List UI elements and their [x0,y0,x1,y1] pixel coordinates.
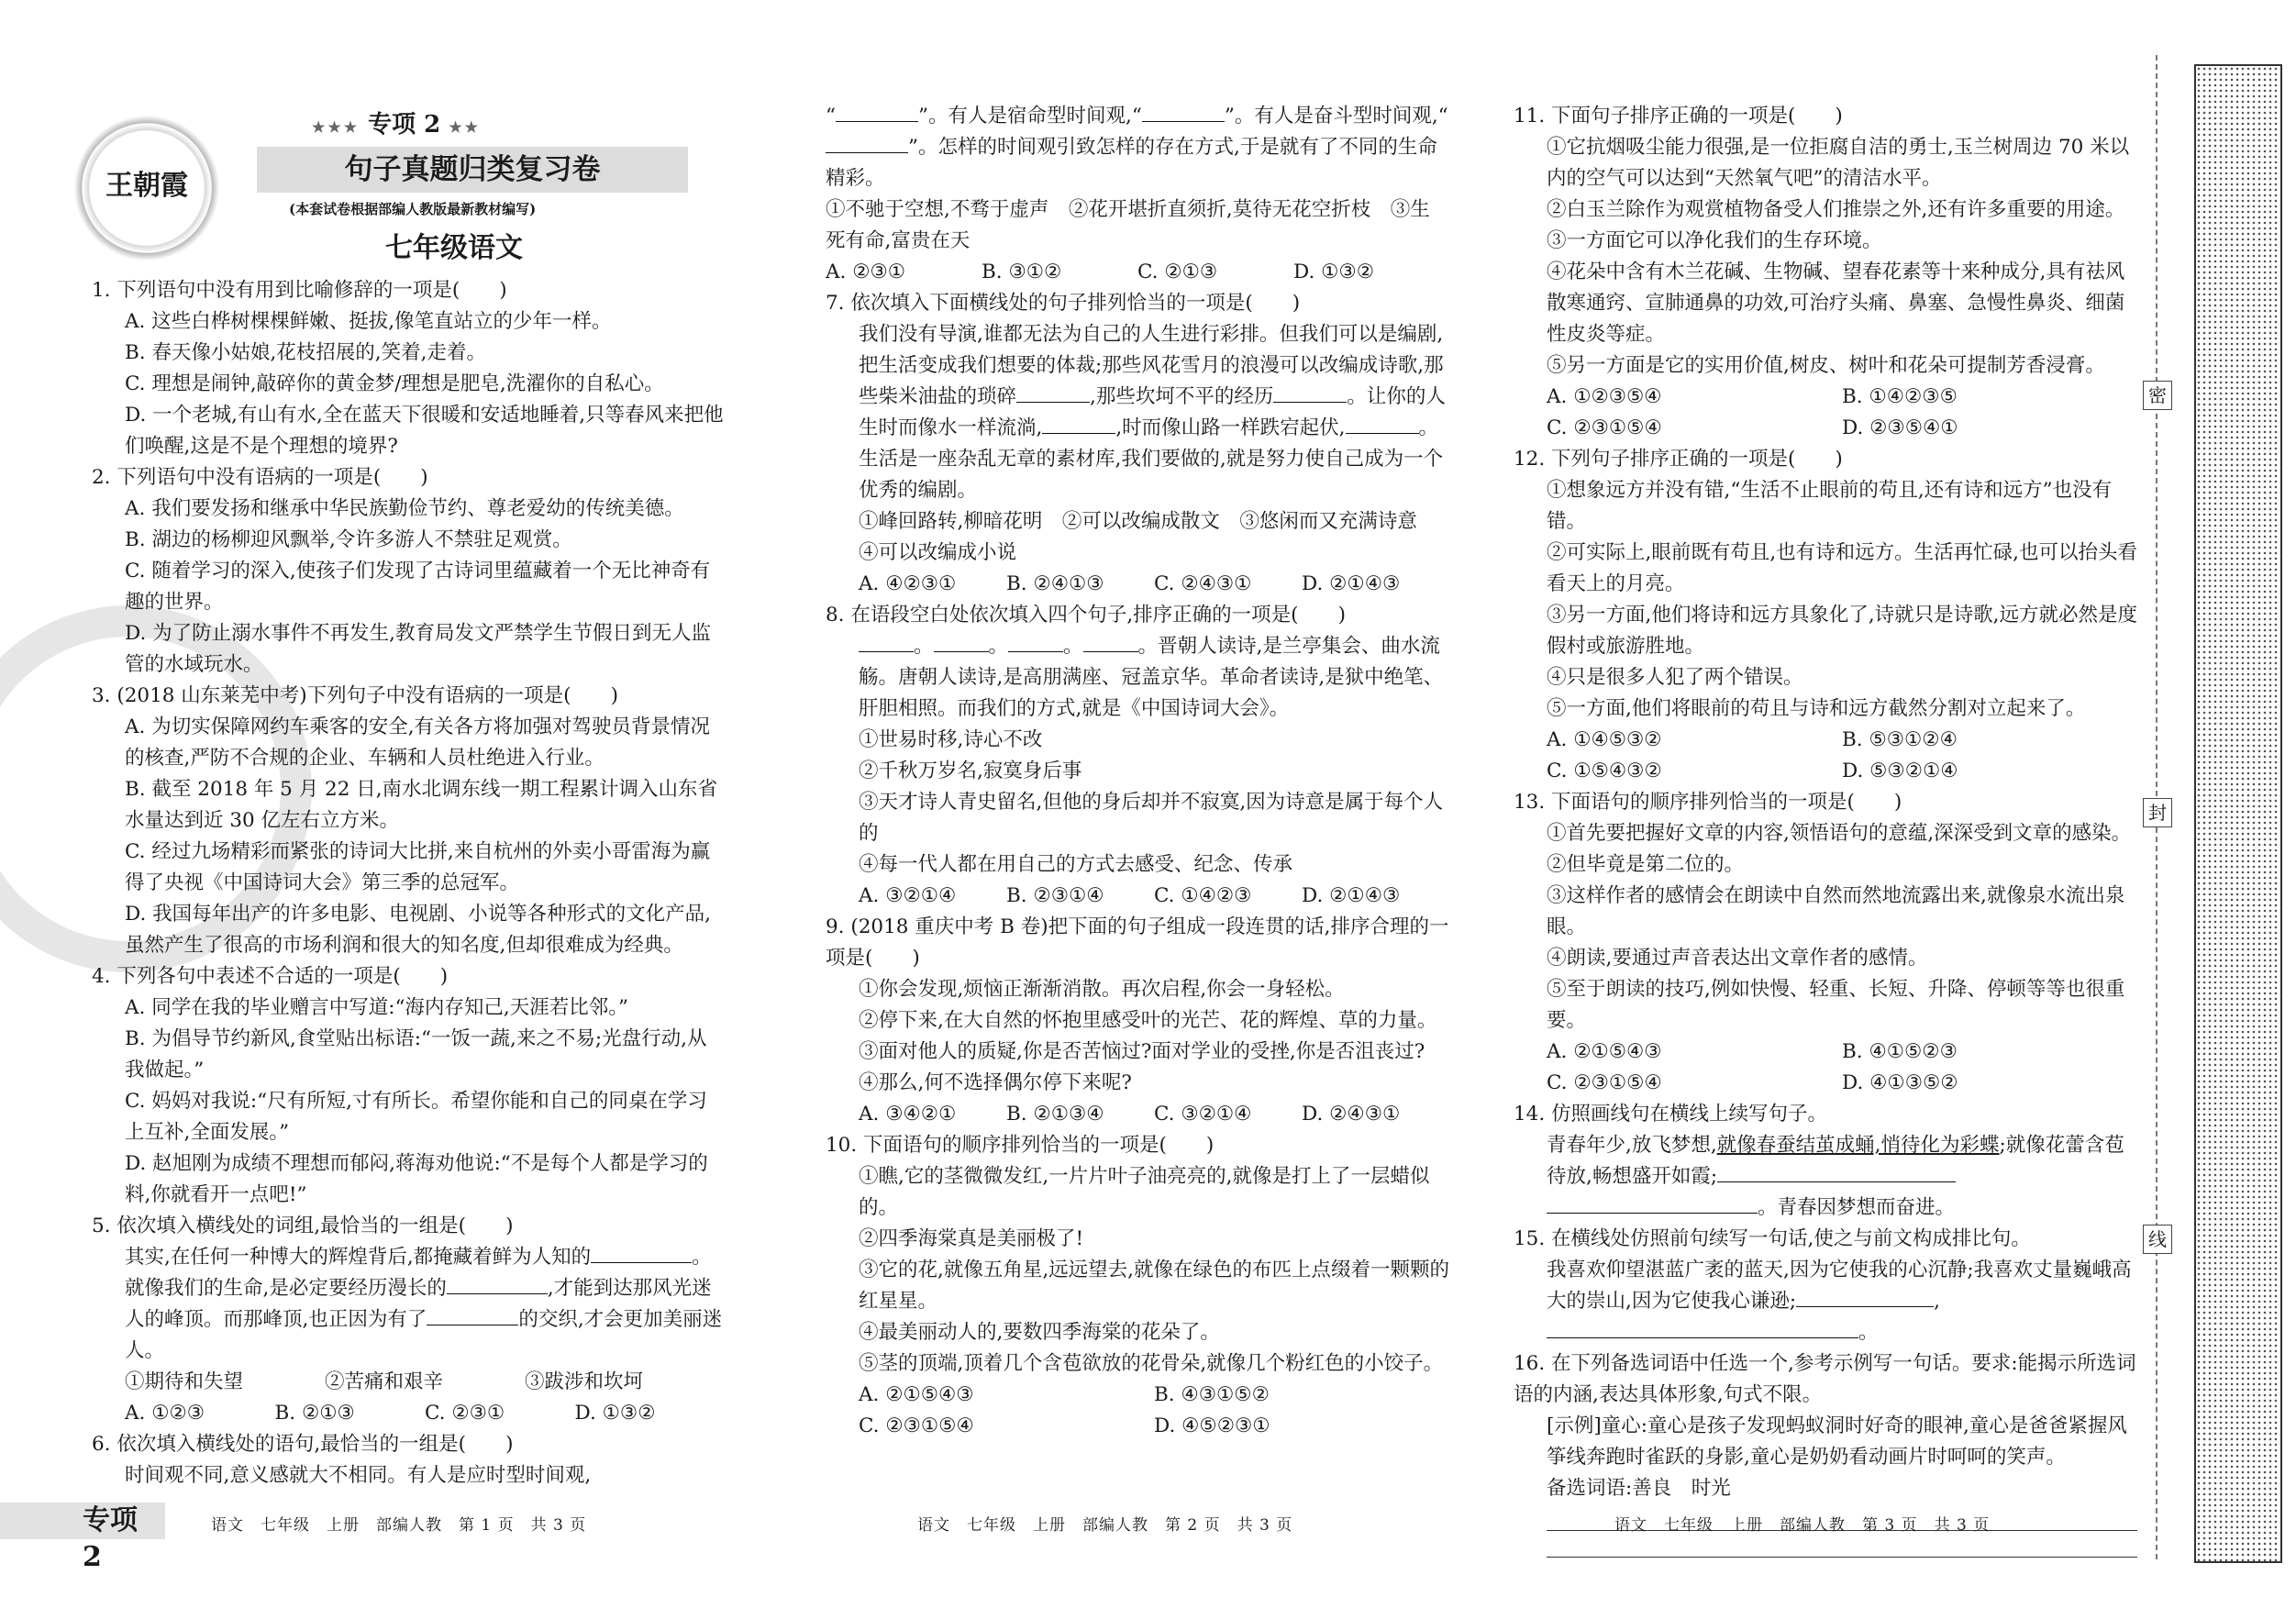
item: ②可实际上,眼前既有苟且,也有诗和远方。生活再忙碌,也可以抬头看看天上的月亮。 [1547,541,2138,595]
question-12 [1514,444,2137,787]
fill-blank[interactable] [1273,383,1347,403]
passage-text: ,那些坎坷不平的经历 [1090,385,1274,408]
passage-text: 。就像我们的生命,是必定要经历漫长的 [125,1246,712,1300]
passage-text: ”。怎样的时间观引致怎样的存在方式,于是就有了不同的生命精彩。 [826,136,1437,190]
item: ③面对他人的质疑,你是否苦恼过?面对学业的受挫,你是否沮丧过? [859,1040,1425,1063]
passage-text: ”。有人是奋斗型时间观,“ [1224,105,1448,128]
option-a: A. ③④②① [859,1103,957,1126]
question-9 [826,912,1449,1130]
option-b: B. ①④②③⑤ [1842,385,1958,408]
item: ③一方面它可以净化我们的生存环境。 [1547,229,1882,252]
fill-blank[interactable] [1083,633,1138,652]
question-passage [826,319,1449,506]
item: ④每一代人都在用自己的方式去感受、纪念、传承 [859,853,1293,876]
option-d: D. ⑤③②①④ [1842,760,1958,782]
option-a: A. 我们要发扬和继承中华民族勤俭节约、尊老爱幼的传统美德。 [125,497,684,520]
item: ②千秋万岁名,寂寞身后事 [859,760,1082,782]
fill-blank[interactable] [1142,103,1225,122]
options-row [1514,413,2137,444]
question-11 [1514,101,2137,444]
passage-text: , [1934,1290,1940,1313]
options-row [1514,382,2137,413]
binding-mark: 封 [2143,798,2172,827]
item: ①期待和失望 [125,1370,244,1393]
passage-text: 。让你的人生时而像水一样流淌, [859,385,1446,439]
word-choices: 备选词语:善良 时光 [1547,1477,1731,1500]
option-b: B. ②④①③ [1006,572,1104,595]
passage-text: 。生活是一座杂乱无章的素材库,我们要做的,就是努力使自己成为一个优秀的编剧。 [859,416,1444,502]
item: ②白玉兰除作为观赏植物备受人们推崇之外,还有许多重要的用途。 [1547,198,2125,221]
passage-text: 。青春因梦想而奋进。 [1758,1196,1956,1219]
option-b: B. ②①③ [274,1402,355,1425]
option-d: D. ④⑤②③① [1154,1414,1270,1437]
question-stem: 8. 在语段空白处依次填入四个句子,排序正确的一项是( ) [826,604,1346,627]
option-c: C. ②①③ [1137,261,1218,283]
option-b: B. ④①⑤②③ [1842,1040,1958,1063]
item: ①世易时移,诗心不改 [859,728,1043,751]
item: ④最美丽动人的,要数四季海棠的花朵了。 [859,1321,1220,1344]
passage-text: 我们没有导演,谁都无法为自己的人生进行彩排。但我们可以是编剧,把生活变成我们想要的体裁;那些风花雪月的浪漫可以改编成诗歌,那些柴米油盐的琐碎 [859,323,1444,408]
fill-blank[interactable] [859,633,914,652]
option-a: A. 同学在我的毕业赠言中写道:“海内存知己,天涯若比邻。” [125,996,629,1019]
passage-text: “ [826,105,836,128]
option-c: C. 妈妈对我说:“尺有所短,寸有所长。希望你能和自己的同桌在学习上互补,全面发展。” [125,1090,707,1144]
option-a: A. ①④⑤③② [1547,728,1662,751]
option-b: B. 为倡导节约新风,食堂贴出标语:“一饭一蔬,来之不易;光盘行动,从我做起。” [125,1027,707,1081]
options-row [1514,756,2137,787]
fill-blank[interactable] [1042,415,1115,434]
option-b: B. 截至 2018 年 5 月 22 日,南水北调东线一期工程累计调入山东省水量达到近 30 亿左右立方米。 [125,778,718,832]
item: ⑤另一方面是它的实用价值,树皮、树叶和花朵可提制芳香浸膏。 [1547,354,2105,377]
question-stem: 4. 下列各句中表述不合适的一项是( ) [92,965,449,988]
item: ④朗读,要通过声音表达出文章作者的感情。 [1547,947,1928,970]
footer-page-2: 语文 七年级 上册 部编人教 第 2 页 共 3 页 [917,1516,1293,1535]
options-row [826,881,1449,912]
question-stem: 2. 下列语句中没有语病的一项是( ) [92,466,428,489]
question-stem: 5. 依次填入横线处的词组,最恰当的一组是( ) [92,1214,514,1237]
question-stem: 12. 下列句子排序正确的一项是( ) [1514,448,1843,471]
fill-blank[interactable] [1008,633,1063,652]
edition-note: (本套试卷根据部编人教版最新教材编写) [289,201,537,217]
options-row [826,257,1449,288]
options-row [1514,1068,2137,1099]
answer-blank[interactable] [1717,1163,1956,1182]
exam-header [73,96,715,271]
grade-subject: 七年级语文 [385,232,523,264]
question-13 [1514,787,2137,1099]
item: ④那么,何不选择偶尔停下来呢? [859,1071,1132,1094]
option-b: B. ②③①④ [1006,884,1104,907]
item: ⑤一方面,他们将眼前的苟且与诗和远方截然分割对立起来了。 [1547,697,2086,720]
underlined-sentence: 就像春蚕结茧成蛹,悄待化为彩蝶 [1716,1134,2000,1157]
passage-text: 晋朝人读诗,是兰亭集会、曲水流觞。唐朝人读诗,是高朋满座、冠盖京华。革命者读诗,是狱中绝笔、肝胆相照。而我们的方式,就是《中国诗词大会》。 [859,635,1444,720]
question-8 [826,600,1449,912]
item: ②四季海棠真是美丽极了! [859,1227,1084,1250]
item: ③跋涉和坎坷 [525,1370,644,1393]
options-row [1514,1037,2137,1068]
options-row [1514,725,2137,756]
question-2 [92,462,725,681]
item: ①它抗烟吸尘能力很强,是一位拒腐自洁的勇士,玉兰树周边 70 米以内的空气可以达到“天然氧气吧”的清洁水平。 [1547,136,2130,190]
question-14 [1514,1099,2137,1224]
question-7 [826,288,1449,600]
option-c: C. 经过九场精彩而紧张的诗词大比拼,来自杭州的外卖小哥雷海为赢得了央视《中国诗词大会》第三季的总冠军。 [125,840,711,894]
passage-text: 其实,在任何一种博大的辉煌背后,都掩藏着鲜为人知的 [125,1246,592,1269]
option-c: C. ②③①⑤④ [1547,1071,1662,1094]
question-passage [1514,1255,2137,1348]
option-d: D. ②①④③ [1302,572,1401,595]
option-c: C. ③②①④ [1154,1103,1252,1126]
option-b: B. ④③①⑤② [1154,1383,1270,1406]
item: ③生死有命,富贵在天 [826,198,1430,252]
fill-blank[interactable] [427,1306,518,1325]
passage-text: ,时而像山路一样跌宕起伏, [1115,416,1346,439]
options-row [826,1099,1449,1130]
passage-text: ;就像花蕾含苞待放,畅想盛开如霞; [1547,1134,2124,1188]
item: ④只是很多人犯了两个错误。 [1547,666,1803,689]
footer-series-tag: 专项 2 [0,1503,165,1539]
binding-strip [2194,64,2282,1563]
question-stem: 11. 下面句子排序正确的一项是( ) [1514,105,1843,128]
fill-blank[interactable] [591,1244,692,1263]
question-passage [826,101,1449,194]
star-icons: ★★ [449,118,481,136]
question-15 [1514,1224,2137,1348]
question-3 [92,681,725,961]
item: ③天才诗人青史留名,但他的身后却并不寂寞,因为诗意是属于每个人的 [859,791,1444,845]
passage-text: 。 [1858,1321,1879,1344]
item: ①瞧,它的茎微微发红,一片片叶子油亮亮的,就像是打上了一层蜡似的。 [859,1165,1430,1219]
option-a: A. ①②③⑤④ [1547,385,1662,408]
item: ①想象远方并没有错,“生活不止眼前的苟且,还有诗和远方”也没有错。 [1547,479,2113,533]
item: ③另一方面,他们将诗和远方具象化了,诗就只是诗歌,远方就必然是度假村或旅游胜地。 [1547,604,2138,658]
option-a: A. 为切实保障网约车乘客的安全,有关各方将加强对驾驶员背景情况的核查,严防不合规的企业、车辆和人员杜绝进入行业。 [125,715,711,770]
option-c: C. ①④②③ [1154,884,1252,907]
passage-text: 青春年少,放飞梦想, [1547,1134,1717,1157]
example-text: [示例]童心:童心是孩子发现蚂蚁洞时好奇的眼神,童心是爸爸紧握风筝线奔跑时雀跃的身影,童心是奶奶看动画片时呵呵的笑声。 [1547,1414,2127,1469]
page-title: 句子真题归类复习卷 [257,147,688,193]
question-stem: 15. 在横线处仿照前句续写一句话,使之与前文构成排比句。 [1514,1227,2031,1250]
fill-blank[interactable] [1346,415,1419,434]
item: ③它的花,就像五角星,远远望去,就像在绿色的布匹上点缀着一颗颗的红星星。 [859,1259,1450,1313]
option-c: C. ①⑤④③② [1547,760,1662,782]
item: ②苦痛和艰辛 [325,1370,444,1393]
option-c: C. 理想是闹钟,敲碎你的黄金梦/理想是肥皂,洗濯你的自私心。 [125,372,664,395]
question-6-continued [826,101,1449,288]
page-column-3 [1514,101,2137,1558]
page-column-2 [826,101,1449,1442]
binding-mark: 线 [2143,1225,2172,1254]
series-label [312,105,481,139]
option-c: C. 随着学习的深入,使孩子们发现了古诗词里蕴藏着一个无比神奇有趣的世界。 [125,560,711,614]
footer-page-3: 语文 七年级 上册 部编人教 第 3 页 共 3 页 [1614,1516,1991,1535]
question-stem: 3. (2018 山东莱芜中考)下列句子中没有语病的一项是( ) [92,684,618,707]
passage-text: ”。有人是宿命型时间观,“ [918,105,1142,128]
question-6 [92,1429,725,1492]
item: ①你会发现,烦恼正渐渐消散。再次启程,你会一身轻松。 [859,978,1345,1001]
item: ④花朵中含有木兰花碱、生物碱、望春花素等十来种成分,具有祛风散寒通窍、宣肺通鼻的功效,可治疗头痛、鼻塞、急慢性鼻炎、细菌性皮炎等症。 [1547,261,2125,346]
option-c: C. ②③①⑤④ [859,1414,974,1437]
options-row [92,1398,725,1429]
binding-mark: 密 [2143,381,2172,410]
option-c: C. ②③①⑤④ [1547,416,1662,439]
option-d: D. ①③② [574,1402,656,1425]
series-text: 专项 2 [368,111,441,139]
options-row [826,1380,1449,1411]
fill-blank[interactable] [826,134,908,153]
question-1 [92,275,725,462]
question-passage: 。 。 。 。晋朝人读诗,是兰亭集会、曲水流觞。唐朝人读诗,是高朋满座、冠盖京华。革命者读诗,是狱中绝笔、肝胆相照。而我们的方式,就是《中国诗词大会》。 [859,635,1444,720]
logo-text: 王朝霞 [105,170,188,202]
options-row [826,569,1449,600]
page-column-1 [92,275,725,1492]
option-a: A. ③②①④ [859,884,957,907]
answer-blank[interactable] [1547,1319,1858,1338]
item: ①不驰于空想,不骛于虚声 [826,198,1049,221]
question-stem: 10. 下面语句的顺序排列恰当的一项是( ) [826,1134,1215,1157]
question-stem: 9. (2018 重庆中考 B 卷)把下面的句子组成一段连贯的话,排序合理的一项是( ) [826,915,1449,970]
answer-blank[interactable] [1547,1194,1758,1214]
option-a: A. ④②③① [859,572,957,595]
options-row [826,1411,1449,1442]
fill-blank[interactable] [836,103,918,122]
option-d: D. ①③② [1293,261,1374,283]
question-passage [1514,1130,2137,1224]
option-b: B. ③①② [982,261,1062,283]
option-d: D. ②④③① [1302,1103,1401,1126]
question-stem: 1. 下列语句中没有用到比喻修辞的一项是( ) [92,279,507,302]
brand-logo [73,115,220,261]
fill-blank[interactable] [934,633,989,652]
question-5 [92,1211,725,1429]
item: ③这样作者的感情会在朗读中自然而然地流露出来,就像泉水流出泉眼。 [1547,884,2125,938]
item: ②花开堪折直须折,莫待无花空折枝 [1068,198,1371,221]
question-4 [92,961,725,1211]
option-b: B. 春天像小姑娘,花枝招展的,笑着,走着。 [125,341,486,364]
option-a: A. ②③① [826,261,906,283]
item: ①首先要把握好文章的内容,领悟语句的意蕴,深深受到文章的感染。 [1547,822,2132,845]
item: ②停下来,在大自然的怀抱里感受叶的光芒、花的辉煌、草的力量。 [859,1009,1437,1032]
option-b: B. 湖边的杨柳迎风飘举,令许多游人不禁驻足观赏。 [125,528,572,551]
item: ⑤至于朗读的技巧,例如快慢、轻重、长短、升降、停顿等等也很重要。 [1547,978,2125,1032]
option-d: D. ④①③⑤② [1842,1071,1958,1094]
item: ②但毕竟是第二位的。 [1547,853,1745,876]
footer-page-1: 语文 七年级 上册 部编人教 第 1 页 共 3 页 [211,1516,587,1535]
answer-line[interactable] [1547,1531,2137,1558]
option-b: B. ⑤③①②④ [1842,728,1958,751]
passage-text: 的交织,才会更加美丽迷人。 [125,1308,723,1362]
option-b: B. ②①③④ [1006,1103,1104,1126]
question-stem: 6. 依次填入横线处的语句,最恰当的一组是( ) [92,1433,514,1456]
items-row [92,1367,725,1398]
option-d: D. 赵旭刚为成绩不理想而郁闷,蒋海劝他说:“不是每个人都是学习的料,你就看开一点吧!” [125,1152,708,1206]
option-a: A. ②①⑤④③ [1547,1040,1662,1063]
item: ⑤茎的顶端,顶着几个含苞欲放的花骨朵,就像几个粉红色的小饺子。 [859,1352,1444,1375]
question-stem: 16. 在下列备选词语中任选一个,参考示例写一句话。要求:能揭示所选词语的内涵,表达具体形象,句式不限。 [1514,1352,2136,1406]
items-line [826,194,1449,257]
question-stem: 13. 下面语句的顺序排列恰当的一项是( ) [1514,791,1902,814]
option-d: D. ②③⑤④① [1842,416,1958,439]
question-10 [826,1130,1449,1442]
option-d: D. 为了防止溺水事件不再发生,教育局发文严禁学生节假日到无人监管的水域玩水。 [125,622,711,676]
question-passage: 时间观不同,意义感就大不相同。有人是应时型时间观, [125,1464,592,1487]
option-a: A. ①②③ [125,1402,205,1425]
question-passage [92,1242,725,1367]
option-d: D. 一个老城,有山有水,全在蓝天下很暖和安适地睡着,只等春风来把他们唤醒,这是不是个理想的境界? [125,404,724,458]
option-d: D. 我国每年出产的许多电影、电视剧、小说等各种形式的文化产品,虽然产生了很高的市场利润和很大的知名度,但却很难成为经典。 [125,903,711,957]
star-icons: ★★★ [312,118,360,136]
option-a: A. ②①⑤④③ [859,1383,974,1406]
question-stem: 14. 仿照画线句在横线上续写句子。 [1514,1103,1828,1126]
option-d: D. ②①④③ [1302,884,1401,907]
fill-blank[interactable] [1016,383,1090,403]
option-a: A. 这些白桦树棵棵鲜嫩、挺拔,像笔直站立的少年一样。 [125,310,612,333]
answer-blank[interactable] [1796,1288,1934,1307]
items-line: ①峰回路转,柳暗花明 ②可以改编成散文 ③悠闲而又充满诗意 ④可以改编成小说 [859,510,1437,564]
question-stem: 7. 依次填入下面横线处的句子排列恰当的一项是( ) [826,292,1301,315]
option-c: C. ②④③① [1154,572,1252,595]
option-c: C. ②③① [425,1402,505,1425]
passage-text: 我喜欢仰望湛蓝广袤的蓝天,因为它使我的心沉静;我喜欢丈量巍峨高大的崇山,因为它使我心谦逊; [1547,1259,2132,1313]
fill-blank[interactable] [447,1275,548,1294]
passage-text: ,才能到达那风光迷人的峰顶。而那峰顶,也正因为有了 [125,1277,712,1331]
